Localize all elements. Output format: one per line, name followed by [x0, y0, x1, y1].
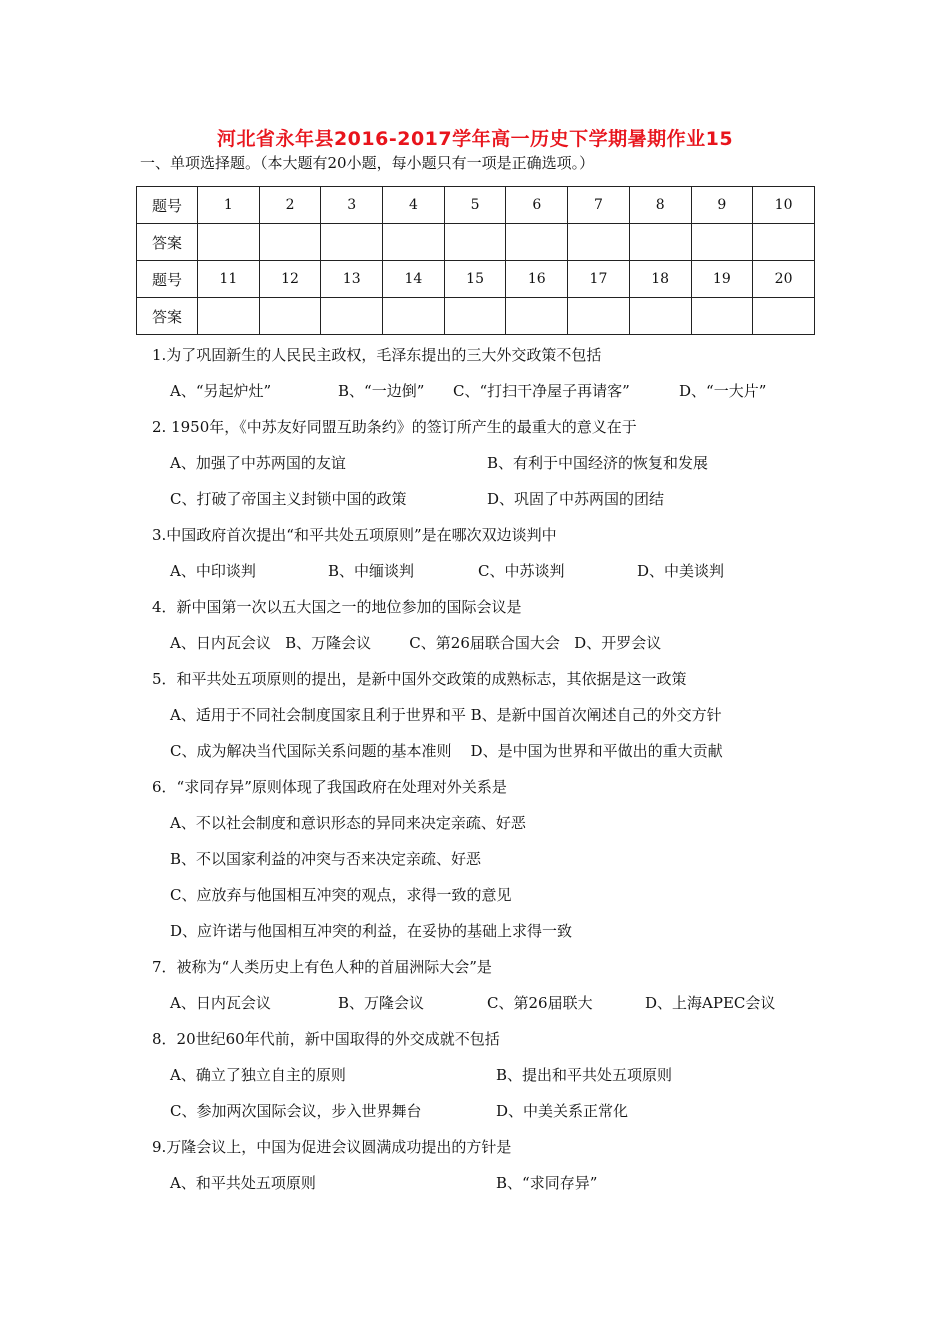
- option: D、巩固了中苏两国的团结: [487, 490, 665, 508]
- table-row: [137, 298, 815, 335]
- answer-cell-4[interactable]: [383, 224, 445, 261]
- option: B、有利于中国经济的恢复和发展: [487, 454, 709, 472]
- question-stem: 4．新中国第一次以五大国之一的地位参加的国际会议是: [152, 598, 522, 616]
- table-cell: 11: [198, 261, 260, 298]
- question-stem: 5．和平共处五项原则的提出，是新中国外交政策的成熟标志，其依据是这一政策: [152, 670, 687, 688]
- table-cell: 15: [444, 261, 506, 298]
- answer-cell-3[interactable]: [321, 224, 383, 261]
- option-row: A、适用于不同社会制度国家且利于世界和平 B、是新中国首次阐述自己的外交方针: [170, 706, 722, 724]
- answer-cell-18[interactable]: [629, 298, 691, 335]
- table-cell: 5: [444, 187, 506, 224]
- option: B、“求同存异”: [496, 1174, 598, 1192]
- option: A、加强了中苏两国的友谊: [170, 454, 346, 472]
- table-cell: 7: [568, 187, 630, 224]
- table-row: [137, 261, 815, 298]
- option: B、中缅谈判: [328, 562, 415, 580]
- table-cell: 14: [383, 261, 445, 298]
- table-cell: 8: [629, 187, 691, 224]
- option: B、万隆会议: [338, 994, 425, 1012]
- answer-cell-6[interactable]: [506, 224, 568, 261]
- option: D、上海APEC会议: [645, 994, 776, 1012]
- document-title: 河北省永年县2016-2017学年高一历史下学期暑期作业15: [216, 128, 734, 150]
- option: D、中美关系正常化: [496, 1102, 629, 1120]
- table-cell: 1: [198, 187, 260, 224]
- option: B、“一边倒”: [338, 382, 425, 400]
- table-cell: 答案: [137, 224, 198, 261]
- question-stem: 1.为了巩固新生的人民民主政权，毛泽东提出的三大外交政策不包括: [152, 346, 602, 364]
- option-row: B、不以国家利益的冲突与否来决定亲疏、好恶: [170, 850, 482, 868]
- option: C、参加两次国际会议，步入世界舞台: [170, 1102, 422, 1120]
- answer-cell-5[interactable]: [444, 224, 506, 261]
- option: D、中美谈判: [637, 562, 725, 580]
- question-stem: 3.中国政府首次提出“和平共处五项原则”是在哪次双边谈判中: [152, 526, 557, 544]
- answer-cell-17[interactable]: [568, 298, 630, 335]
- table-cell: 12: [259, 261, 321, 298]
- section-heading: 一、单项选择题。（本大题有20小题，每小题只有一项是正确选项。）: [140, 154, 595, 172]
- option: A、“另起炉灶”: [170, 382, 272, 400]
- option: C、第26届联大: [487, 994, 593, 1012]
- table-cell: 20: [753, 261, 815, 298]
- table-cell: 19: [691, 261, 753, 298]
- answer-cell-13[interactable]: [321, 298, 383, 335]
- table-cell: 18: [629, 261, 691, 298]
- answer-cell-8[interactable]: [629, 224, 691, 261]
- table-cell: 答案: [137, 298, 198, 335]
- option: C、“打扫干净屋子再请客”: [453, 382, 630, 400]
- option-row: D、应许诺与他国相互冲突的利益，在妥协的基础上求得一致: [170, 922, 573, 940]
- question-stem: 7．被称为“人类历史上有色人种的首届洲际大会”是: [152, 958, 492, 976]
- option-row: C、应放弃与他国相互冲突的观点，求得一致的意见: [170, 886, 512, 904]
- question-stem: 6．“求同存异”原则体现了我国政府在处理对外关系是: [152, 778, 507, 796]
- answer-cell-16[interactable]: [506, 298, 568, 335]
- question-stem: 2. 1950年，《中苏友好同盟互助条约》的签订所产生的最重大的意义在于: [152, 418, 637, 436]
- answer-cell-15[interactable]: [444, 298, 506, 335]
- table-cell: 2: [259, 187, 321, 224]
- answer-cell-19[interactable]: [691, 298, 753, 335]
- answer-cell-10[interactable]: [753, 224, 815, 261]
- table-cell: 题号: [137, 187, 198, 224]
- table-cell: 4: [383, 187, 445, 224]
- option: D、“一大片”: [679, 382, 767, 400]
- answer-cell-7[interactable]: [568, 224, 630, 261]
- option-row: C、成为解决当代国际关系问题的基本准则 D、是中国为世界和平做出的重大贡献: [170, 742, 723, 760]
- option: A、日内瓦会议: [170, 994, 271, 1012]
- question-stem: 9.万隆会议上，中国为促进会议圆满成功提出的方针是: [152, 1138, 512, 1156]
- option: A、和平共处五项原则: [170, 1174, 316, 1192]
- option: C、中苏谈判: [478, 562, 565, 580]
- option-row: A、不以社会制度和意识形态的异同来决定亲疏、好恶: [170, 814, 526, 832]
- table-cell: 9: [691, 187, 753, 224]
- question-stem: 8．20世纪60年代前，新中国取得的外交成就不包括: [152, 1030, 500, 1048]
- table-cell: 16: [506, 261, 568, 298]
- answer-cell-14[interactable]: [383, 298, 445, 335]
- table-cell: 3: [321, 187, 383, 224]
- option: A、确立了独立自主的原则: [170, 1066, 346, 1084]
- option: C、打破了帝国主义封锁中国的政策: [170, 490, 407, 508]
- table-row: [137, 224, 815, 261]
- table-cell: 10: [753, 187, 815, 224]
- table-cell: 题号: [137, 261, 198, 298]
- option: B、提出和平共处五项原则: [496, 1066, 673, 1084]
- answer-cell-9[interactable]: [691, 224, 753, 261]
- option: A、中印谈判: [170, 562, 256, 580]
- answer-cell-1[interactable]: [198, 224, 260, 261]
- table-cell: 6: [506, 187, 568, 224]
- answer-cell-11[interactable]: [198, 298, 260, 335]
- answer-cell-2[interactable]: [259, 224, 321, 261]
- answer-cell-12[interactable]: [259, 298, 321, 335]
- table-row: [137, 187, 815, 224]
- option-row: A、日内瓦会议 B、万隆会议 C、第26届联合国大会 D、开罗会议: [170, 634, 662, 652]
- answer-cell-20[interactable]: [753, 298, 815, 335]
- table-cell: 17: [568, 261, 630, 298]
- table-cell: 13: [321, 261, 383, 298]
- answer-table: [136, 186, 815, 335]
